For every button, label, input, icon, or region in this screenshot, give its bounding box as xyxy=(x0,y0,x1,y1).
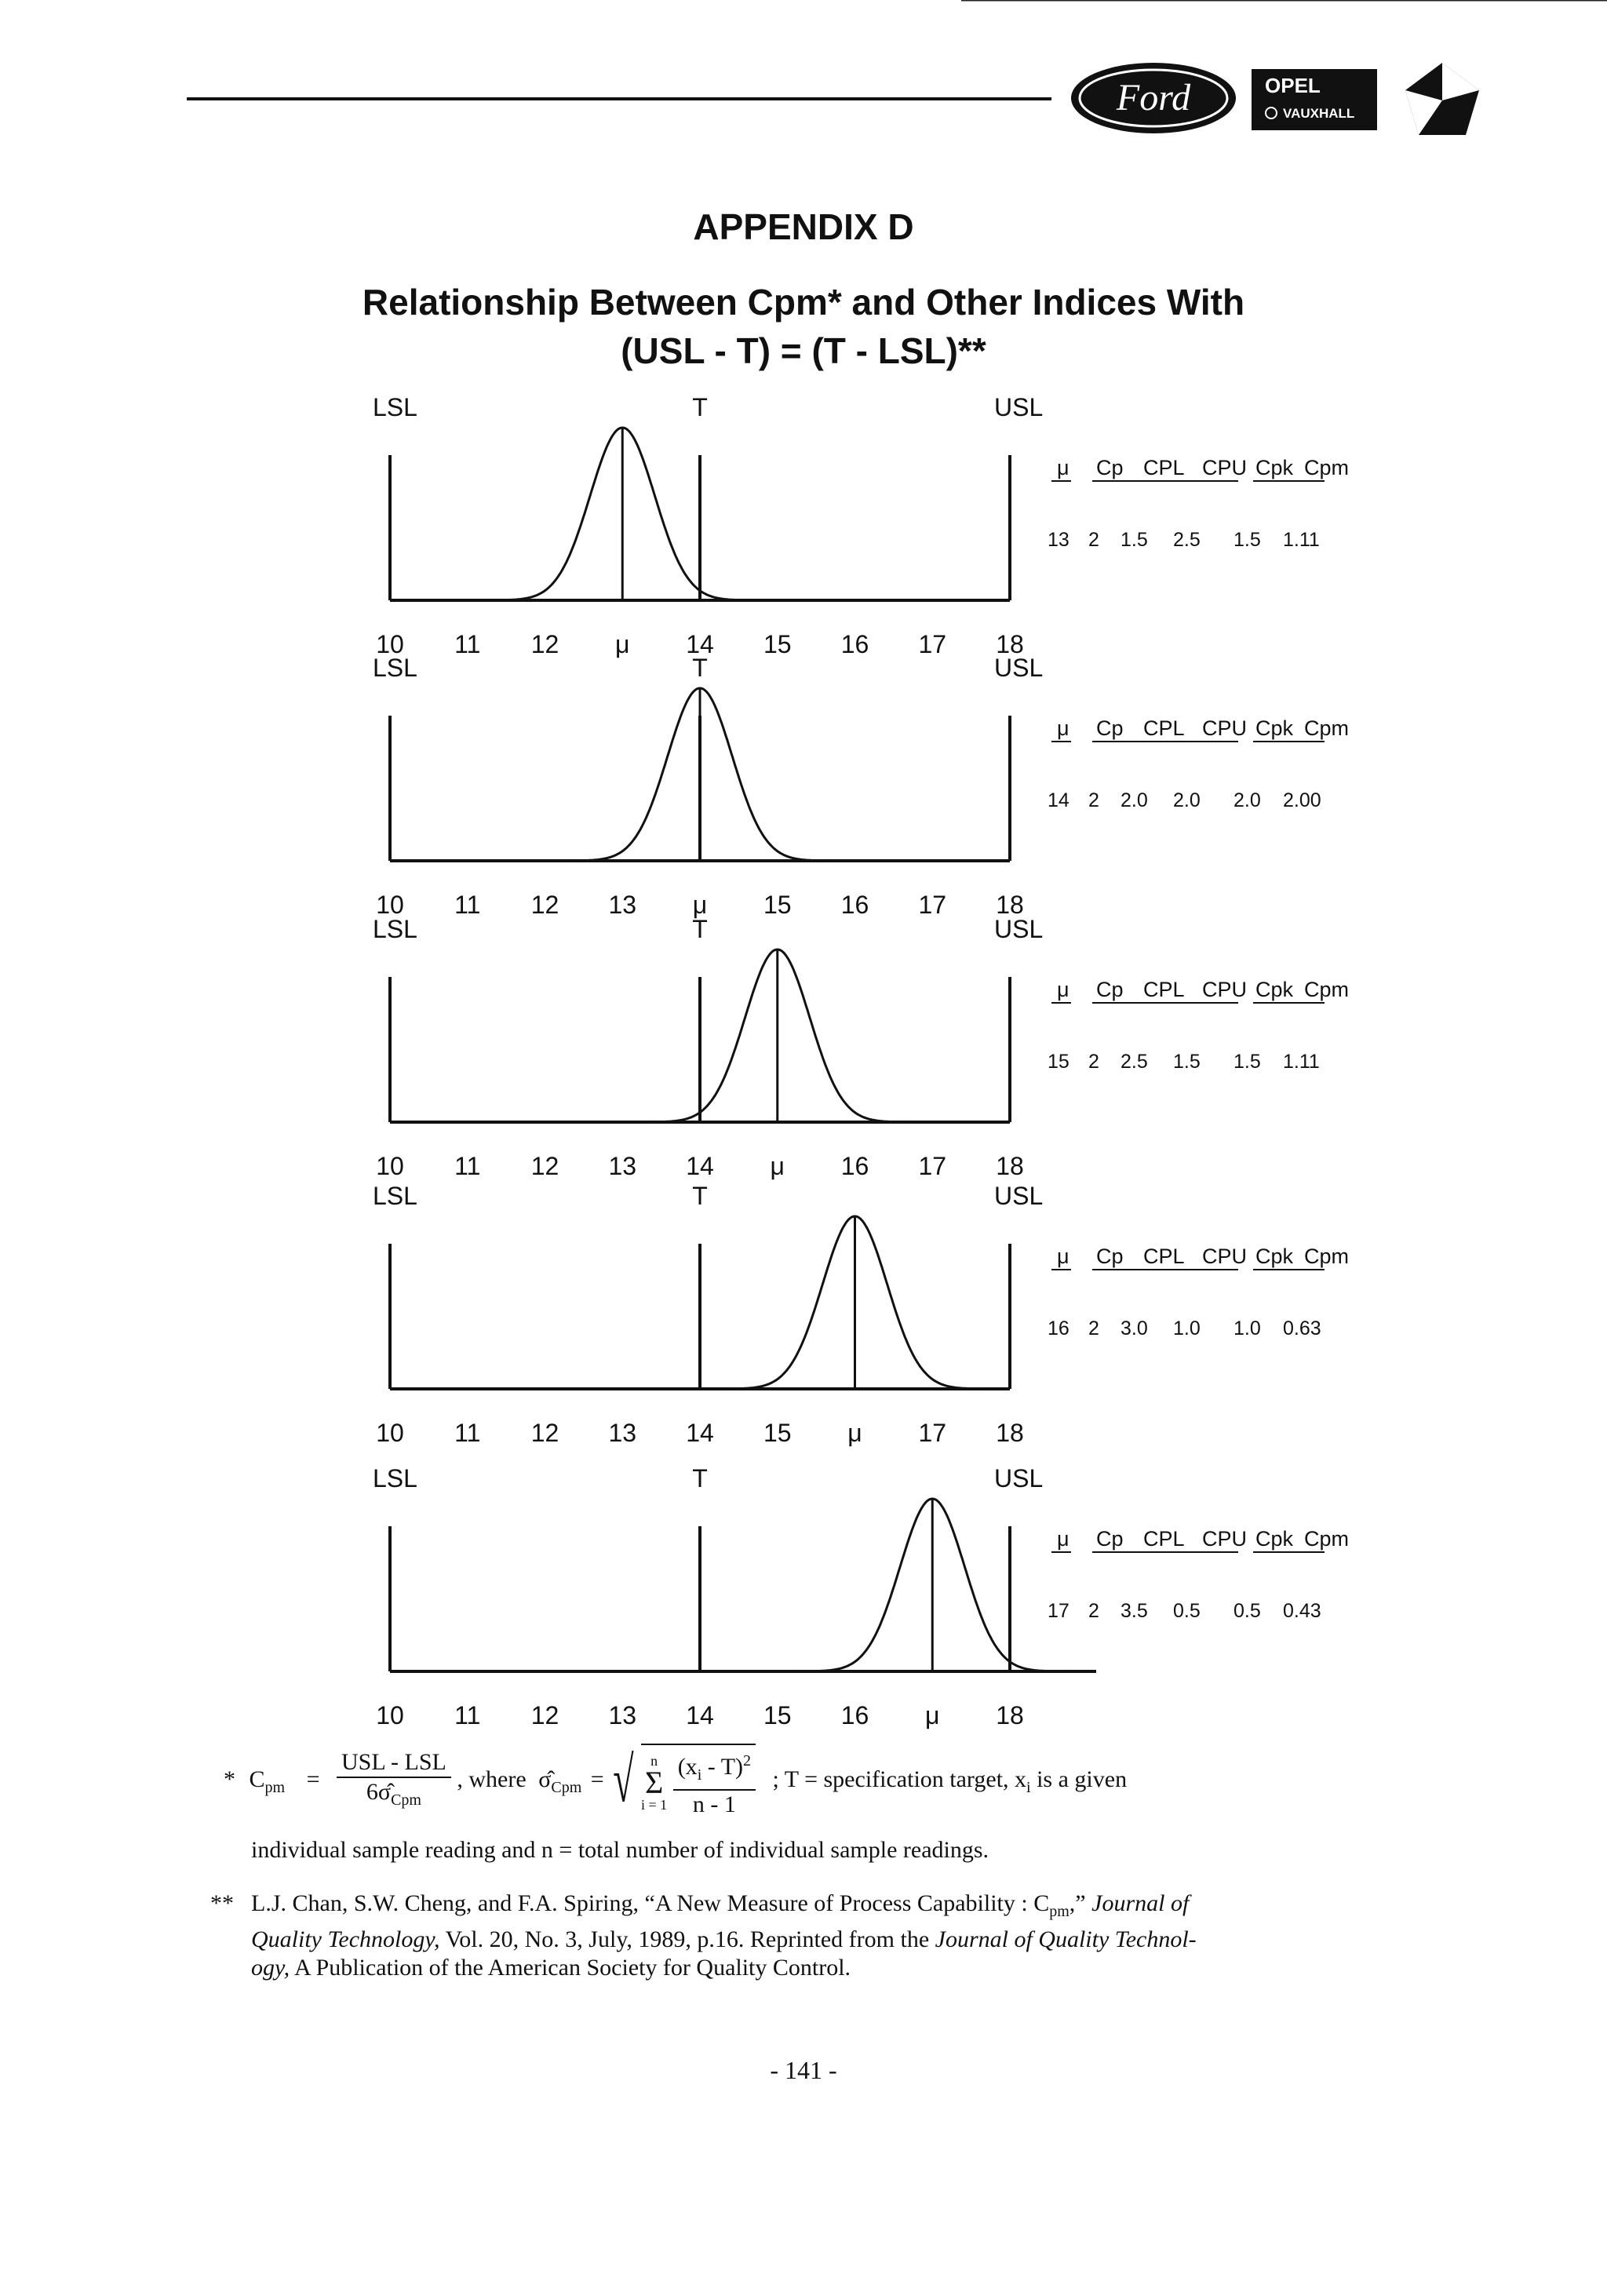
x-tick-label: 12 xyxy=(530,1152,559,1180)
x-tick-label: 11 xyxy=(454,1419,481,1447)
target-label: T xyxy=(692,1464,708,1492)
lsl-label: LSL xyxy=(373,915,417,943)
table-value: 0.43 xyxy=(1283,1600,1321,1622)
sum-numerator-sup: 2 xyxy=(743,1752,752,1769)
x-tick-label: 18 xyxy=(996,1701,1024,1729)
table-value: 2.5 xyxy=(1173,529,1201,551)
x-tick-label: 18 xyxy=(996,891,1024,919)
heading-line-1: Relationship Between Cpm* and Other Indices With xyxy=(362,282,1245,323)
sqrt-radicand xyxy=(641,1744,756,1819)
footnote1-line2: individual sample reading and n = total number of individual sample readings. xyxy=(251,1837,989,1863)
x-tick-label: 17 xyxy=(918,891,947,919)
vauxhall-text: VAUXHALL xyxy=(1283,106,1355,121)
x-tick-label: 13 xyxy=(608,1419,637,1447)
x-tick-label: μ xyxy=(615,630,630,658)
sum-numerator: (x xyxy=(677,1754,698,1780)
target-label: T xyxy=(692,654,708,682)
target-label: T xyxy=(692,1182,708,1210)
x-tick-label: 15 xyxy=(763,891,792,919)
target-label: T xyxy=(692,393,708,421)
table-value: 2.0 xyxy=(1173,789,1201,811)
table-header: Cp xyxy=(1096,978,1124,1001)
table-value: 2 xyxy=(1088,789,1099,811)
table-value: 1.11 xyxy=(1283,529,1320,551)
x-tick-label: 15 xyxy=(763,630,792,658)
table-value: 2 xyxy=(1088,1051,1099,1073)
sigma-sub: Cpm xyxy=(551,1778,582,1796)
ford-logo xyxy=(1071,63,1236,133)
x-tick-label: 10 xyxy=(376,1152,404,1180)
x-tick-label: 12 xyxy=(530,1701,559,1729)
x-tick-label: 16 xyxy=(840,1152,869,1180)
table-value: 3.0 xyxy=(1121,1317,1148,1339)
table-value: 0.5 xyxy=(1173,1600,1201,1622)
x-tick-label: 11 xyxy=(454,1152,481,1180)
table-value: 2 xyxy=(1088,1317,1099,1339)
opel-text: OPEL xyxy=(1265,74,1321,97)
x-tick-label: μ xyxy=(925,1701,940,1729)
target-label: T xyxy=(692,915,708,943)
reference-volume: Vol. 20, No. 3, July, 1989, p.16. Reprinted from the xyxy=(439,1926,935,1952)
table-header: Cpm xyxy=(1304,456,1350,479)
footnote-cpm-formula xyxy=(224,1744,1377,1819)
sum-numerator-rest: - T) xyxy=(701,1754,744,1780)
table-header: Cpm xyxy=(1304,716,1350,740)
x-tick-label: μ xyxy=(847,1419,862,1447)
table-header: Cpm xyxy=(1304,978,1350,1001)
table-value: 17 xyxy=(1048,1600,1070,1622)
reference-journal-3: Journal of Quality Technol- xyxy=(935,1926,1197,1952)
usl-label: USL xyxy=(994,915,1044,943)
table-header: CPL xyxy=(1143,978,1185,1001)
table-value: 1.5 xyxy=(1121,529,1148,551)
x-tick-label: 16 xyxy=(840,891,869,919)
table-value: 13 xyxy=(1048,529,1070,551)
x-tick-label: 10 xyxy=(376,1419,404,1447)
table-header: μ xyxy=(1057,1527,1070,1551)
table-header: CPU xyxy=(1202,978,1248,1001)
x-tick-label: 17 xyxy=(918,630,947,658)
table-header: CPL xyxy=(1143,1245,1185,1268)
footnote-star: * xyxy=(224,1766,235,1792)
x-tick-label: μ xyxy=(770,1152,785,1180)
table-header: Cpk xyxy=(1255,456,1294,479)
x-tick-label: 16 xyxy=(840,1701,869,1729)
table-header: μ xyxy=(1057,716,1070,740)
table-header: Cpk xyxy=(1255,716,1294,740)
lsl-label: LSL xyxy=(373,1182,417,1210)
x-tick-label: 10 xyxy=(376,630,404,658)
sum-sign: Σ xyxy=(644,1765,664,1800)
table-value: 15 xyxy=(1048,1051,1070,1073)
cpm-numerator: USL - LSL xyxy=(337,1748,451,1778)
heading-line-2: (USL - T) = (T - LSL)** xyxy=(621,330,986,371)
usl-label: USL xyxy=(994,1464,1044,1492)
equals-sign-2: = xyxy=(590,1766,604,1792)
x-tick-label: μ xyxy=(692,891,708,919)
reference-journal-1: Journal of xyxy=(1091,1890,1190,1916)
x-tick-label: 18 xyxy=(996,630,1024,658)
footnote2-stars: ** xyxy=(210,1890,234,1916)
table-value: 1.11 xyxy=(1283,1051,1320,1073)
sum-upper: n xyxy=(650,1753,658,1769)
table-value: 1.5 xyxy=(1233,529,1261,551)
table-value: 0.63 xyxy=(1283,1317,1321,1339)
table-header: CPU xyxy=(1202,716,1248,740)
equals-sign: = xyxy=(306,1766,320,1792)
table-value: 1.0 xyxy=(1173,1317,1201,1339)
x-tick-label: 13 xyxy=(608,1701,637,1729)
cpm-denominator-sub: Cpm xyxy=(391,1791,421,1809)
reference-journal-2: Quality Technology, xyxy=(251,1926,440,1952)
table-header: Cp xyxy=(1096,456,1124,479)
table-value: 3.5 xyxy=(1121,1600,1148,1622)
table-header: Cp xyxy=(1096,1245,1124,1268)
table-value: 2 xyxy=(1088,529,1099,551)
usl-label: USL xyxy=(994,1182,1044,1210)
x-tick-label: 12 xyxy=(530,630,559,658)
x-tick-label: 11 xyxy=(454,891,481,919)
x-tick-label: 10 xyxy=(376,1701,404,1729)
table-value: 2 xyxy=(1088,1600,1099,1622)
lsl-label: LSL xyxy=(373,1464,417,1492)
table-header: Cpk xyxy=(1255,1527,1294,1551)
x-tick-label: 14 xyxy=(686,1152,714,1180)
table-value: 16 xyxy=(1048,1317,1070,1339)
pentastar-logo xyxy=(1405,63,1479,135)
table-header: CPU xyxy=(1202,456,1248,479)
footnote1-rest-sub: i xyxy=(1026,1778,1031,1796)
usl-label: USL xyxy=(994,393,1044,421)
table-header: μ xyxy=(1057,1245,1070,1268)
reference-authors: L.J. Chan, S.W. Cheng, and F.A. Spiring, “A New Measure of Process Capability : C xyxy=(251,1890,1050,1916)
table-value: 14 xyxy=(1048,789,1070,811)
lsl-label: LSL xyxy=(373,654,417,682)
x-tick-label: 12 xyxy=(530,891,559,919)
footnote1-rest-2: is a given xyxy=(1030,1766,1128,1792)
cpm-symbol: C xyxy=(249,1766,265,1792)
x-tick-label: 11 xyxy=(454,630,481,658)
table-value: 1.5 xyxy=(1173,1051,1201,1073)
table-header: Cpm xyxy=(1304,1527,1350,1551)
cpm-sub: pm xyxy=(264,1778,286,1796)
reference-journal-4: ogy, xyxy=(251,1955,290,1981)
table-header: Cpk xyxy=(1255,978,1294,1001)
reference-sub: pm xyxy=(1049,1903,1070,1920)
table-value: 2.5 xyxy=(1121,1051,1148,1073)
sigma-symbol: σ̂ xyxy=(538,1766,552,1792)
table-header: μ xyxy=(1057,456,1070,479)
table-header: CPL xyxy=(1143,456,1185,479)
table-header: CPU xyxy=(1202,1527,1248,1551)
appendix-title: APPENDIX D xyxy=(693,206,914,247)
table-header: Cpk xyxy=(1255,1245,1294,1268)
table-header: CPL xyxy=(1143,716,1185,740)
table-value: 2.00 xyxy=(1283,789,1321,811)
x-tick-label: 14 xyxy=(686,1701,714,1729)
table-value: 1.5 xyxy=(1233,1051,1261,1073)
where-text: , where xyxy=(457,1766,527,1792)
x-tick-label: 13 xyxy=(608,891,637,919)
x-tick-label: 13 xyxy=(608,1152,637,1180)
x-tick-label: 18 xyxy=(996,1152,1024,1180)
table-value: 2.0 xyxy=(1233,789,1261,811)
sum-lower: i = 1 xyxy=(641,1797,668,1813)
page-number: - 141 - xyxy=(770,2056,837,2084)
ford-logo-text: Ford xyxy=(1116,77,1191,118)
x-tick-label: 15 xyxy=(763,1701,792,1729)
x-tick-label: 15 xyxy=(763,1419,792,1447)
table-header: Cpm xyxy=(1304,1245,1350,1268)
sqrt-sign: √ xyxy=(613,1745,634,1817)
sum-denominator: n - 1 xyxy=(692,1791,736,1817)
footnote-reference xyxy=(210,1890,1481,1982)
table-value: 1.0 xyxy=(1233,1317,1261,1339)
table-header: CPU xyxy=(1202,1245,1248,1268)
cpm-fraction xyxy=(337,1748,451,1814)
table-header: μ xyxy=(1057,978,1070,1001)
lsl-label: LSL xyxy=(373,393,417,421)
reference-publisher: A Publication of the American Society for Quality Control. xyxy=(290,1955,851,1981)
x-tick-label: 14 xyxy=(686,630,714,658)
sum-numerator-sub: i xyxy=(697,1766,702,1784)
footnote1-rest: ; T = specification target, x xyxy=(772,1766,1027,1792)
x-tick-label: 11 xyxy=(454,1701,481,1729)
x-tick-label: 17 xyxy=(918,1152,947,1180)
x-tick-label: 14 xyxy=(686,1419,714,1447)
x-tick-label: 17 xyxy=(918,1419,947,1447)
reference-quote-end: ,” xyxy=(1069,1890,1092,1916)
table-value: 0.5 xyxy=(1233,1600,1261,1622)
table-value: 2.0 xyxy=(1121,789,1148,811)
x-tick-label: 18 xyxy=(996,1419,1024,1447)
x-tick-label: 12 xyxy=(530,1419,559,1447)
table-header: Cp xyxy=(1096,716,1124,740)
table-header: CPL xyxy=(1143,1527,1185,1551)
x-tick-label: 10 xyxy=(376,891,404,919)
usl-label: USL xyxy=(994,654,1044,682)
x-tick-label: 16 xyxy=(840,630,869,658)
opel-vauxhall-logo xyxy=(1252,69,1377,130)
table-header: Cp xyxy=(1096,1527,1124,1551)
cpm-denominator: 6σ̂ xyxy=(366,1779,392,1805)
